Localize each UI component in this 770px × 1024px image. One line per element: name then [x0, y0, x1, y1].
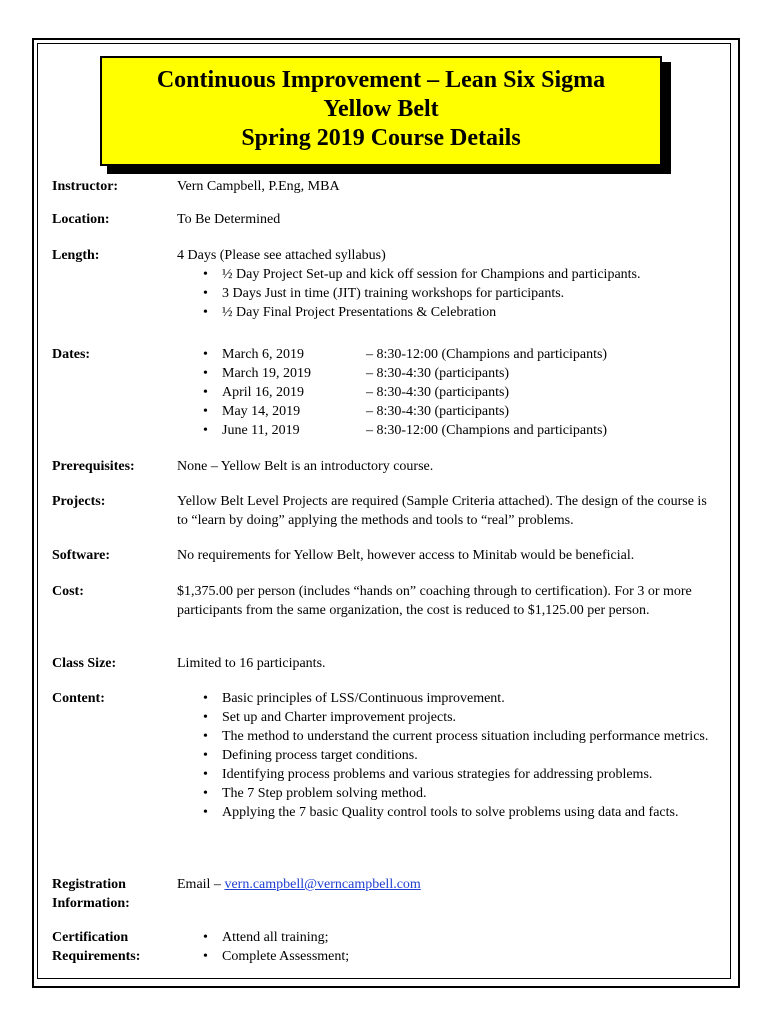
time-text: – 8:30-4:30 (participants) — [366, 385, 510, 400]
date-text: March 6, 2019 — [222, 347, 305, 362]
length-value-block — [177, 246, 712, 322]
list-item: • ½ Day Project Set-up and kick off session for Champions and participants. — [177, 265, 712, 284]
time-text: – 8:30-4:30 (participants) — [366, 366, 510, 381]
date-text: March 19, 2019 — [222, 366, 312, 381]
list-item: • The 7 Step problem solving method. — [177, 784, 712, 803]
length-list — [177, 265, 712, 322]
registration-label-line-2: Information: — [52, 896, 130, 911]
instructor-value: Vern Campbell, P.Eng, MBA — [177, 179, 340, 194]
content-list — [177, 689, 712, 822]
prerequisites-label: Prerequisites: — [52, 459, 135, 474]
list-item: • Basic principles of LSS/Continuous improvement. — [177, 689, 712, 708]
dates-value-block — [177, 345, 712, 440]
date-text: April 16, 2019 — [222, 385, 305, 400]
registration-value — [177, 875, 712, 894]
software-value: No requirements for Yellow Belt, however access to Minitab would be beneficial. — [177, 548, 635, 563]
class-size-value: Limited to 16 participants. — [177, 656, 326, 671]
list-item: • 3 Days Just in time (JIT) training workshops for participants. — [177, 284, 712, 303]
projects-label: Projects: — [52, 494, 106, 509]
email-link[interactable]: vern.campbell@verncampbell.com — [224, 877, 421, 892]
certification-label — [52, 928, 172, 966]
list-item — [177, 402, 712, 421]
list-item: • ½ Day Final Project Presentations & Celebration — [177, 303, 712, 322]
time-text: – 8:30-4:30 (participants) — [366, 404, 510, 419]
certification-list — [177, 928, 712, 966]
date-text: May 14, 2019 — [222, 404, 301, 419]
content-value-block — [177, 689, 712, 822]
location-value: To Be Determined — [177, 212, 281, 227]
dates-label: Dates: — [52, 347, 91, 362]
prerequisites-value: None – Yellow Belt is an introductory course. — [177, 459, 434, 474]
title-line-2: Yellow Belt — [323, 96, 439, 122]
list-item: • Identifying process problems and various strategies for addressing problems. — [177, 765, 712, 784]
content-label: Content: — [52, 691, 105, 706]
projects-value: Yellow Belt Level Projects are required (Sample Criteria attached). The design of the course is to “learn by doing” applying the methods and tools to “real” problems. — [177, 494, 707, 528]
length-label: Length: — [52, 248, 100, 263]
dates-list — [177, 345, 712, 440]
list-item — [177, 383, 712, 402]
length-value: 4 Days (Please see attached syllabus) — [177, 248, 386, 263]
registration-label — [52, 875, 172, 913]
list-item: • Defining process target conditions. — [177, 746, 712, 765]
certification-value-block — [177, 928, 712, 966]
time-text: – 8:30-12:00 (Champions and participants) — [366, 423, 608, 438]
list-item: • The method to understand the current process situation including performance metrics. — [177, 727, 712, 746]
date-text: June 11, 2019 — [222, 423, 300, 438]
list-item: • Complete Assessment; — [177, 947, 712, 966]
instructor-label: Instructor: — [52, 179, 119, 194]
title-line-3: Spring 2019 Course Details — [241, 125, 521, 151]
list-item — [177, 364, 712, 383]
certification-label-line-2: Requirements: — [52, 949, 141, 964]
list-item: • Set up and Charter improvement projects. — [177, 708, 712, 727]
email-prefix: Email – — [177, 877, 225, 892]
location-label: Location: — [52, 212, 110, 227]
time-text: – 8:30-12:00 (Champions and participants) — [366, 347, 608, 362]
list-item: • Attend all training; — [177, 928, 712, 947]
certification-label-line-1: Certification — [52, 930, 129, 945]
list-item — [177, 345, 712, 364]
cost-label: Cost: — [52, 584, 84, 599]
list-item: • Applying the 7 basic Quality control tools to solve problems using data and facts. — [177, 803, 712, 822]
software-label: Software: — [52, 548, 111, 563]
list-item — [177, 421, 712, 440]
class-size-label: Class Size: — [52, 656, 117, 671]
title-box — [100, 56, 662, 166]
title-line-1: Continuous Improvement – Lean Six Sigma — [156, 67, 606, 93]
cost-value: $1,375.00 per person (includes “hands on” coaching through to certification). For 3 or more participants from the same organization, the cost is reduced to $1,125.00 per person. — [177, 584, 692, 618]
registration-label-line-1: Registration — [52, 877, 126, 892]
